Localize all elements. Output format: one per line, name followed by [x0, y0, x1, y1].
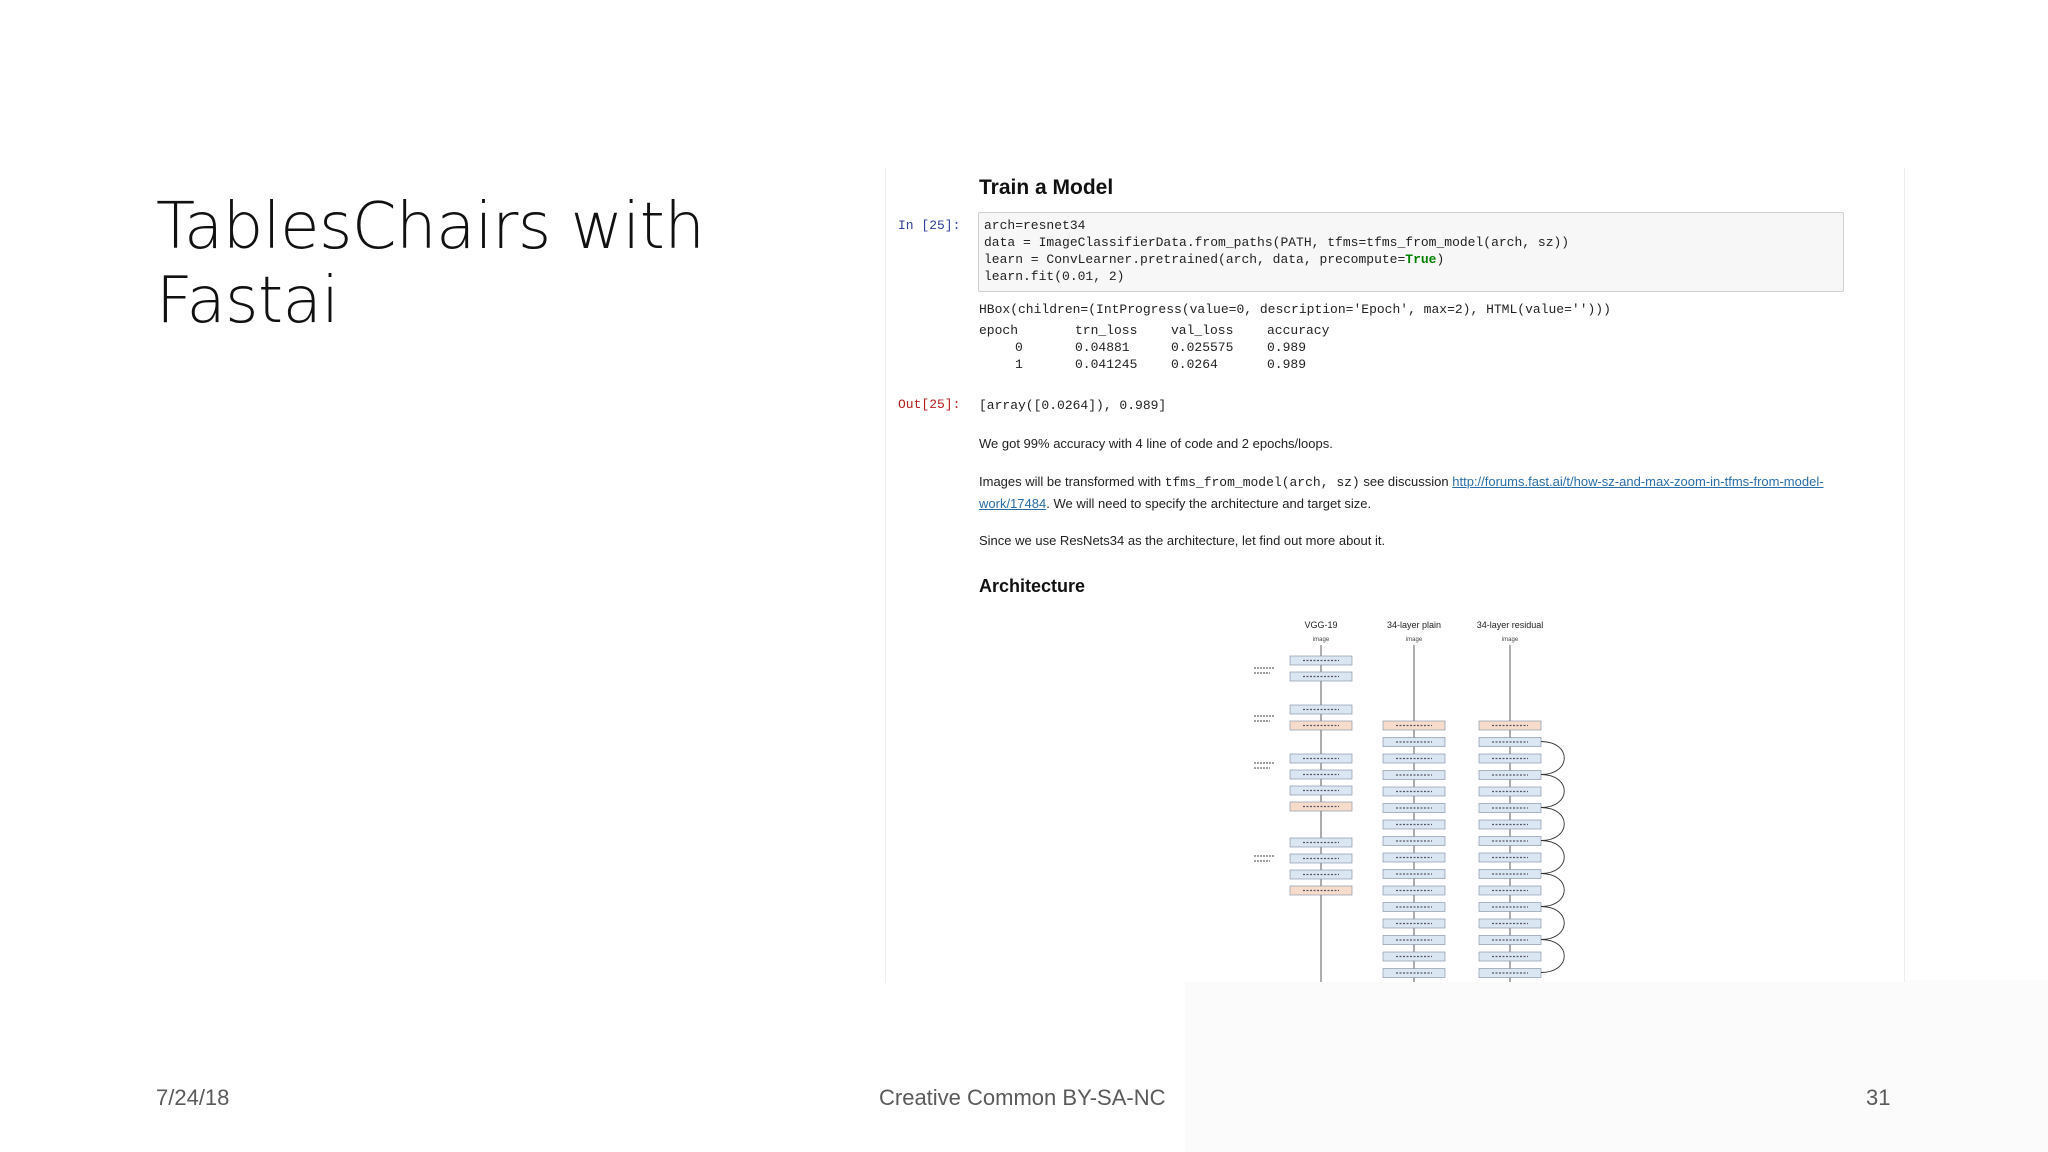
heading-architecture: Architecture — [979, 576, 1086, 596]
code-line: data = ImageClassifierData.from_paths(PATH, tfms=tfms_from_model(arch, sz)) — [984, 235, 1570, 250]
code-line — [984, 251, 1838, 268]
inline-code: tfms_from_model(arch, sz) — [1164, 475, 1360, 490]
paragraph-text: . We will need to specify the architecture and target size. — [1046, 496, 1372, 511]
skip-connection — [1541, 940, 1564, 973]
markdown-paragraph — [979, 471, 1839, 514]
table-header-row — [979, 322, 1363, 339]
code-line: learn.fit(0.01, 2) — [984, 269, 1125, 284]
table-cell: 0 — [1015, 340, 1023, 355]
code-line: arch=resnet34 — [984, 218, 1086, 233]
markdown-paragraph: Since we use ResNets34 as the architecture, let find out more about it. — [979, 533, 1386, 548]
notebook-screenshot — [885, 168, 1905, 982]
table-header: accuracy — [1267, 323, 1330, 338]
page-number: 31 — [1866, 1085, 1891, 1110]
table-row — [979, 339, 1363, 356]
in-prompt: In [25]: — [898, 218, 961, 233]
code-cell[interactable] — [978, 212, 1844, 292]
hbox-output: HBox(children=(IntProgress(value=0, description='Epoch', max=2), HTML(value=''))) — [979, 302, 1611, 317]
table-cell: 0.989 — [1267, 357, 1307, 372]
out-value: [array([0.0264]), 0.989] — [979, 398, 1167, 413]
input-label: image — [1405, 637, 1423, 643]
code-keyword: True — [1405, 252, 1437, 267]
code-text: learn = ConvLearner.pretrained(arch, data, precompute= — [984, 252, 1406, 267]
skip-connection — [1541, 907, 1564, 940]
slide-title: TablesChairs with Fastai — [156, 190, 705, 338]
architecture-diagram — [1236, 608, 1576, 982]
paragraph-text: see discussion — [1359, 474, 1453, 489]
code-text: ) — [1436, 252, 1445, 267]
table-row — [979, 356, 1363, 373]
table-header: val_loss — [1171, 323, 1234, 338]
discussion-link[interactable]: http://forums.fast.ai/t/how-sz-and-max-zoom-in-tfms-from-model-work/17484 — [979, 474, 1824, 511]
heading-train-model: Train a Model — [979, 176, 1114, 199]
skip-connection — [1541, 841, 1564, 874]
input-label: image — [1501, 637, 1519, 643]
background-panel — [1185, 980, 2048, 1152]
training-table — [979, 322, 1363, 373]
table-cell: 0.04881 — [1075, 340, 1130, 355]
footer-license: Creative Common BY-SA-NC — [879, 1085, 1166, 1110]
table-cell: 0.041245 — [1075, 357, 1138, 372]
out-prompt: Out[25]: — [898, 397, 961, 412]
skip-connection — [1541, 874, 1564, 907]
column-title-vgg: VGG-19 — [1304, 620, 1338, 630]
table-cell: 0.989 — [1267, 340, 1307, 355]
input-label: image — [1312, 637, 1330, 643]
skip-connection — [1541, 742, 1564, 775]
table-cell: 0.025575 — [1171, 340, 1234, 355]
table-header: trn_loss — [1075, 323, 1138, 338]
column-title-residual: 34-layer residual — [1476, 620, 1544, 630]
skip-connection — [1541, 775, 1564, 808]
table-cell: 0.0264 — [1171, 357, 1218, 372]
column-title-plain: 34-layer plain — [1386, 620, 1442, 630]
table-header: epoch — [979, 323, 1019, 338]
skip-connection — [1541, 808, 1564, 841]
paragraph-text: Images will be transformed with — [979, 474, 1165, 489]
footer-date: 7/24/18 — [156, 1085, 230, 1110]
markdown-paragraph: We got 99% accuracy with 4 line of code and 2 epochs/loops. — [979, 436, 1333, 451]
table-cell: 1 — [1015, 357, 1023, 372]
